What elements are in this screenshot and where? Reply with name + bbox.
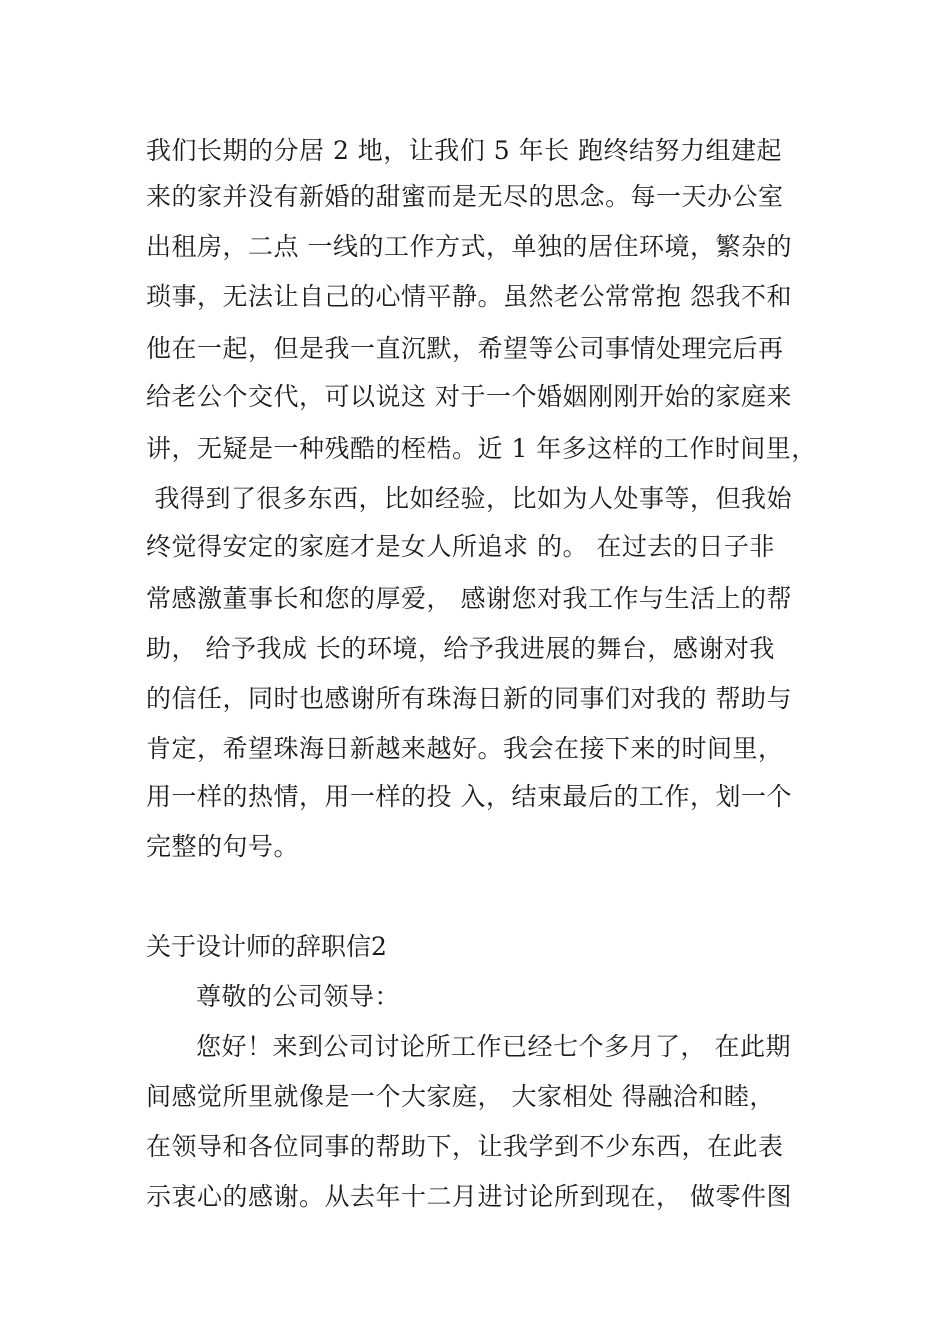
paragraph-line: 琐事，无法让自己的心情平静。虽然老公常常抱 怨我不和	[146, 282, 792, 311]
paragraph-line: 您好！来到公司讨论所工作已经七个多月了， 在此期	[196, 1032, 791, 1061]
paragraph-line: 用一样的热情，用一样的投 入，结束最后的工作，划一个	[146, 782, 792, 811]
section-title: 关于设计师的辞职信2	[146, 932, 387, 961]
paragraph-line: 给老公个交代，可以说这 对于一个婚姻刚刚开始的家庭来	[146, 382, 792, 411]
paragraph-line: 在领导和各位同事的帮助下，让我学到不少东西，在此表	[146, 1132, 784, 1161]
paragraph-line: 助， 给予我成 长的环境，给予我进展的舞台，感谢对我	[146, 634, 775, 663]
paragraph-line: 出租房，二点 一线的工作方式，单独的居住环境，繁杂的	[146, 232, 792, 261]
paragraph-line: 常感激董事长和您的厚爱， 感谢您对我工作与生活上的帮	[146, 584, 792, 613]
paragraph-line: 我得到了很多东西，比如经验，比如为人处事等，但我始	[146, 484, 792, 513]
paragraph-line: 示衷心的感谢。从去年十二月进讨论所到现在， 做零件图	[146, 1182, 792, 1211]
paragraph-line: 他在一起，但是我一直沉默，希望等公司事情处理完后再	[146, 334, 784, 363]
paragraph-line: 讲，无疑是一种残酷的桎梏。近 1 年多这样的工作时间里，	[146, 434, 817, 463]
paragraph-line: 肯定，希望珠海日新越来越好。我会在接下来的时间里，	[146, 734, 784, 763]
paragraph-line: 来的家并没有新婚的甜蜜而是无尽的思念。每一天办公室	[146, 182, 784, 211]
paragraph-line: 终觉得安定的家庭才是女人所追求 的。 在过去的日子非	[146, 532, 775, 561]
paragraph-line: 的信任，同时也感谢所有珠海日新的同事们对我的 帮助与	[146, 684, 792, 713]
paragraph-line: 完整的句号。	[146, 832, 300, 861]
paragraph-line: 我们长期的分居 2 地，让我们 5 年长 跑终结努力组建起	[146, 136, 783, 165]
salutation: 尊敬的公司领导：	[196, 982, 401, 1011]
paragraph-line: 间感觉所里就像是一个大家庭， 大家相处 得融洽和睦，	[146, 1082, 775, 1111]
